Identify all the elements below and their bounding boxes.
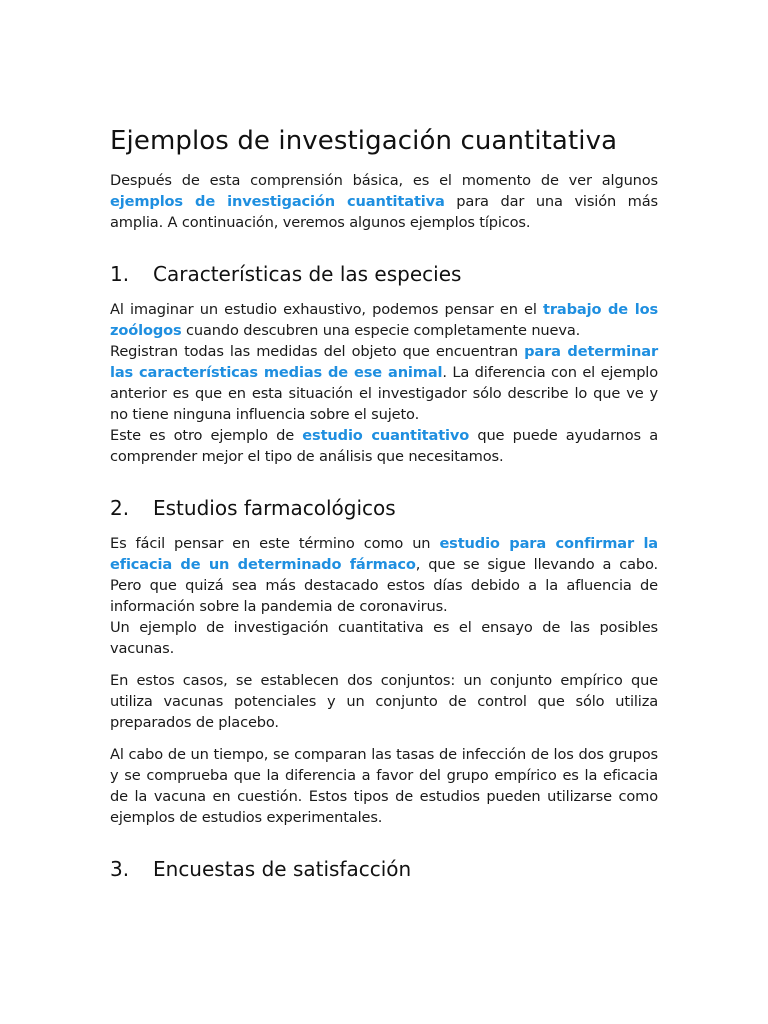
s1-p3-text-1: Este es otro ejemplo de — [110, 427, 303, 444]
s1-p2-text-2: . La diferencia con el ejemplo anterior es que en esta situación el investigador sólo describe lo que ve y no tiene ninguna influencia sobre el sujeto. — [110, 364, 658, 423]
s1-p2-text-1: Registran todas las medidas del objeto que encuentran — [110, 343, 525, 360]
intro-link[interactable]: ejemplos de investigación cuantitativa — [110, 193, 445, 210]
section-1-heading — [110, 259, 658, 289]
section-3-heading — [110, 854, 658, 884]
s1-paragraph-1 — [110, 299, 658, 341]
section-3-number: 3. — [110, 857, 130, 881]
section-1-title: Características de las especies — [153, 262, 462, 286]
intro-text-2: para dar una visión más amplia. A continuación, veremos algunos ejemplos típicos. — [110, 193, 658, 231]
s2-paragraph-2: Un ejemplo de investigación cuantitativa es el ensayo de las posibles vacunas. — [110, 619, 658, 657]
page-title: Ejemplos de investigación cuantitativa — [110, 126, 618, 156]
s1-p1-link[interactable]: trabajo de los zoólogos — [110, 301, 658, 339]
s1-paragraph-2 — [110, 341, 658, 425]
s1-p1-text-2: cuando descubren una especie completamente nueva. — [181, 322, 581, 339]
section-3-title: Encuestas de satisfacción — [153, 857, 412, 881]
s1-p1-text-1: Al imaginar un estudio exhaustivo, podemos pensar en el — [110, 301, 544, 318]
intro-paragraph — [110, 170, 658, 233]
section-1-number: 1. — [110, 262, 130, 286]
s2-paragraph-4: Al cabo de un tiempo, se comparan las tasas de infección de los dos grupos y se comprueba que la diferencia a favor del grupo empírico es la eficacia de la vacuna en cuestión. Estos tipos de estudios pueden utilizarse como ejemplos de estudios experimentales. — [110, 746, 658, 826]
s2-p1-text-1: Es fácil pensar en este término como un — [110, 535, 440, 552]
document-content — [110, 122, 658, 894]
s2-p1-text-2: , que se sigue llevando a cabo. Pero que quizá sea más destacado estos días debido a la afluencia de información sobre la pandemia de coronavirus. — [110, 556, 658, 615]
intro-text-1: Después de esta comprensión básica, es el momento de ver algunos — [110, 172, 658, 189]
s2-paragraph-3: En estos casos, se establecen dos conjuntos: un conjunto empírico que utiliza vacunas potenciales y un conjunto de control que sólo utiliza preparados de placebo. — [110, 672, 658, 731]
s2-paragraph-1 — [110, 533, 658, 617]
s2-p1-link[interactable]: estudio para confirmar la eficacia de un determinado fármaco — [110, 535, 659, 573]
section-2-heading — [110, 493, 658, 523]
s1-paragraph-3 — [110, 425, 658, 467]
s1-p3-link[interactable]: estudio cuantitativo — [302, 427, 470, 444]
s1-p2-link[interactable]: para determinar las características medias de ese animal — [110, 343, 658, 381]
section-2-number: 2. — [110, 496, 130, 520]
s1-p3-text-2: que puede ayudarnos a comprender mejor el tipo de análisis que necesitamos. — [110, 427, 658, 465]
section-2-title: Estudios farmacológicos — [153, 496, 396, 520]
